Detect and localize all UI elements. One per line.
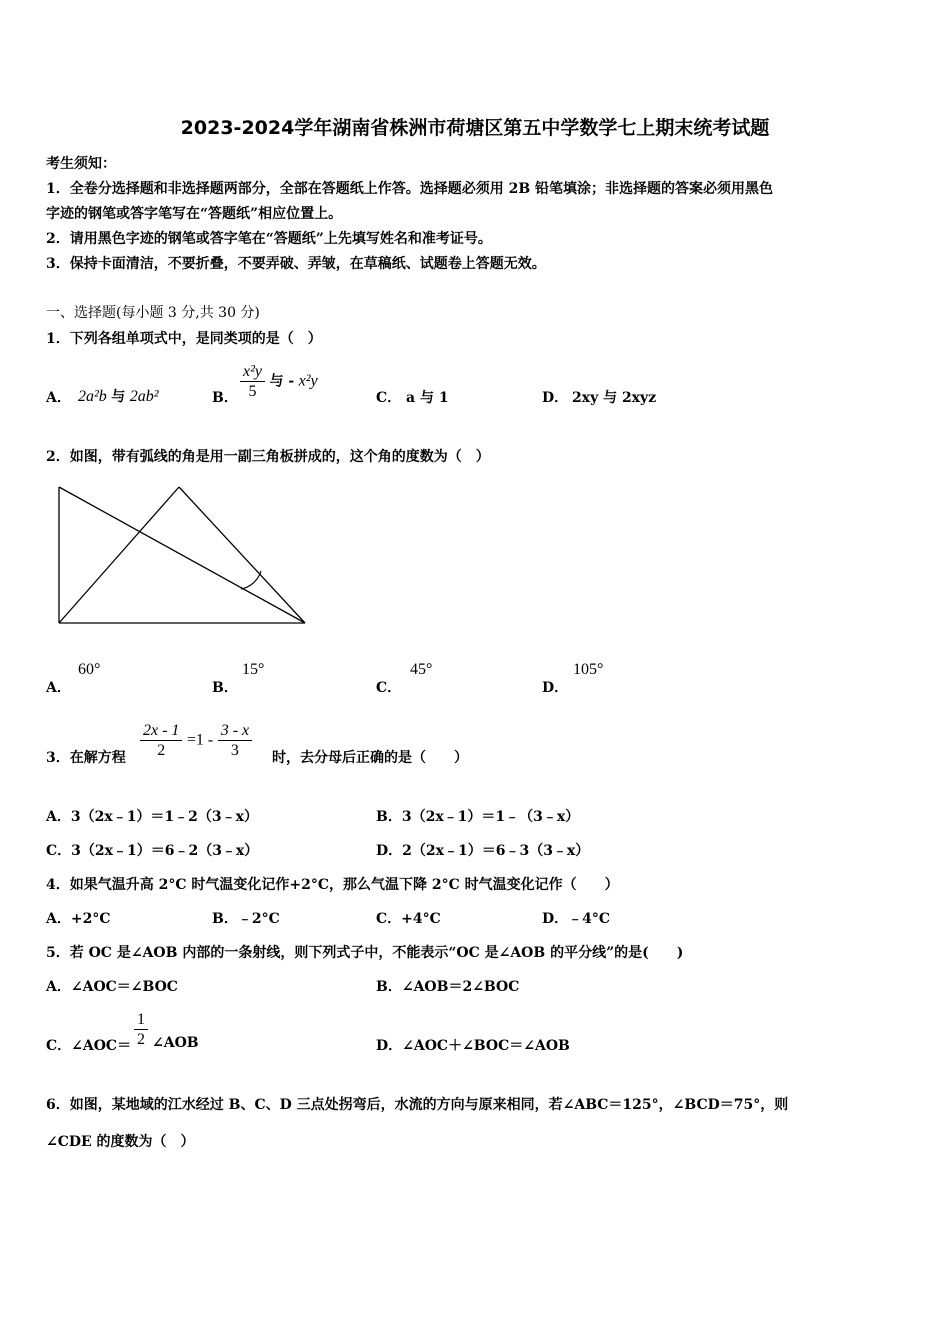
q3-denominator-2: 3	[230, 742, 239, 760]
q5-option-c-post: ∠AOB	[152, 1035, 199, 1051]
q2-option-c: 45°	[410, 661, 433, 678]
q3-equals: =1 -	[186, 731, 214, 749]
q2-option-c-label: C．	[376, 680, 402, 696]
q2-triangle-figure	[55, 483, 315, 633]
q4-stem: 4．如果气温升高 2°C 时气温变化记作+2°C，那么气温下降 2°C 时气温变化记作（ ）	[46, 877, 619, 893]
q1-b-fraction	[240, 362, 265, 401]
q3-stem-post: 时，去分母后正确的是（ ）	[272, 750, 468, 766]
q2-option-b-label: B．	[212, 680, 238, 696]
figure-edge	[59, 487, 179, 623]
q2-option-b: 15°	[242, 661, 265, 678]
q5-option-a: A．∠AOC＝∠BOC	[46, 979, 178, 995]
q5-option-d: D．∠AOC＋∠BOC＝∠AOB	[376, 1038, 570, 1054]
notice-line-1b: 字迹的钢笔或答字笔写在“答题纸”相应位置上。	[46, 206, 343, 222]
notice-line-2: 2．请用黑色字迹的钢笔或答字笔在“答题纸”上先填写姓名和准考证号。	[46, 231, 492, 247]
q3-numerator-1: 2x - 1	[140, 721, 182, 741]
q5-numerator: 1	[134, 1010, 148, 1030]
q1-a-and: 与	[111, 389, 126, 405]
page-title: 2023-2024学年湖南省株洲市荷塘区第五中学数学七上期末统考试题	[180, 117, 770, 139]
q3-equation	[140, 721, 252, 760]
q1-option-d-label: D．	[542, 390, 569, 406]
q3-fraction-2	[218, 721, 252, 760]
q3-denominator-1: 2	[157, 742, 166, 760]
q1-option-a	[78, 386, 159, 406]
q2-option-a-label: A．	[46, 680, 71, 696]
q1-option-a-label: A．	[46, 390, 71, 406]
q1-option-d: 2xy 与 2xyz	[572, 390, 657, 406]
q1-b-denominator: 5	[248, 383, 257, 401]
q3-option-b: B．3（2x﹣1）＝1﹣（3﹣x）	[376, 809, 580, 825]
q1-a-term1: 2a²b	[78, 388, 107, 405]
figure-edge	[59, 487, 305, 623]
q3-stem-pre: 3．在解方程	[46, 750, 126, 766]
q2-option-a: 60°	[78, 661, 101, 678]
q3-fraction-1	[140, 721, 182, 760]
section-heading: 一、选择题(每小题 3 分,共 30 分)	[46, 305, 260, 321]
q6-stem-line-1: 6．如图，某地域的江水经过 B、C、D 三点处拐弯后，水流的方向与原来相同，若∠ABC＝125°，∠BCD＝75°，则	[46, 1097, 789, 1113]
q5-option-c-fraction	[134, 1010, 148, 1049]
angle-arc	[241, 571, 261, 589]
q3-option-d: D．2（2x﹣1）＝6﹣3（3﹣x）	[376, 843, 590, 859]
q5-option-b: B．∠AOB＝2∠BOC	[376, 979, 520, 995]
notice-line-3: 3．保持卡面清洁，不要折叠，不要弄破、弄皱，在草稿纸、试题卷上答题无效。	[46, 256, 546, 272]
q1-b-term2: x²y	[298, 372, 318, 390]
notice-line-1a: 1．全卷分选择题和非选择题两部分，全部在答题纸上作答。选择题必须用 2B 铅笔填涂；非选择题的答案必须用黑色	[46, 181, 774, 197]
q1-a-term2: 2ab²	[129, 388, 159, 405]
q1-option-b-label: B．	[212, 390, 238, 406]
q3-option-a: A．3（2x﹣1）＝1﹣2（3﹣x）	[46, 809, 259, 825]
q5-denominator: 2	[137, 1031, 145, 1049]
q1-option-c-label: C．	[376, 390, 402, 406]
q3-option-c: C．3（2x﹣1）＝6﹣2（3﹣x）	[46, 843, 259, 859]
q3-numerator-2: 3 - x	[218, 721, 252, 741]
q2-option-d: 105°	[573, 661, 604, 678]
q1-stem: 1．下列各组单项式中，是同类项的是（ ）	[46, 331, 322, 347]
q5-fraction	[134, 1010, 148, 1049]
q6-stem-line-2: ∠CDE 的度数为（ ）	[46, 1134, 195, 1150]
q2-option-d-label: D．	[542, 680, 569, 696]
q5-stem: 5．若 OC 是∠AOB 内部的一条射线，则下列式子中，不能表示“OC 是∠AOB 的平分线”的是( )	[46, 945, 684, 961]
q4-option-a: A．+2°C	[46, 911, 111, 927]
q1-option-b	[240, 362, 318, 401]
q5-option-c-label: C．∠AOC＝	[46, 1038, 132, 1054]
q2-stem: 2．如图，带有弧线的角是用一副三角板拼成的，这个角的度数为（ ）	[46, 449, 490, 465]
figure-edge	[179, 487, 305, 623]
notice-heading: 考生须知：	[46, 156, 116, 172]
q4-option-b: B．﹣2°C	[212, 911, 280, 927]
q4-option-c: C．+4°C	[376, 911, 441, 927]
q1-b-and: 与 -	[269, 373, 295, 390]
q4-option-d: D．﹣4°C	[542, 911, 611, 927]
q1-b-numerator: x²y	[240, 362, 265, 382]
q1-option-c: a 与 1	[406, 390, 449, 406]
